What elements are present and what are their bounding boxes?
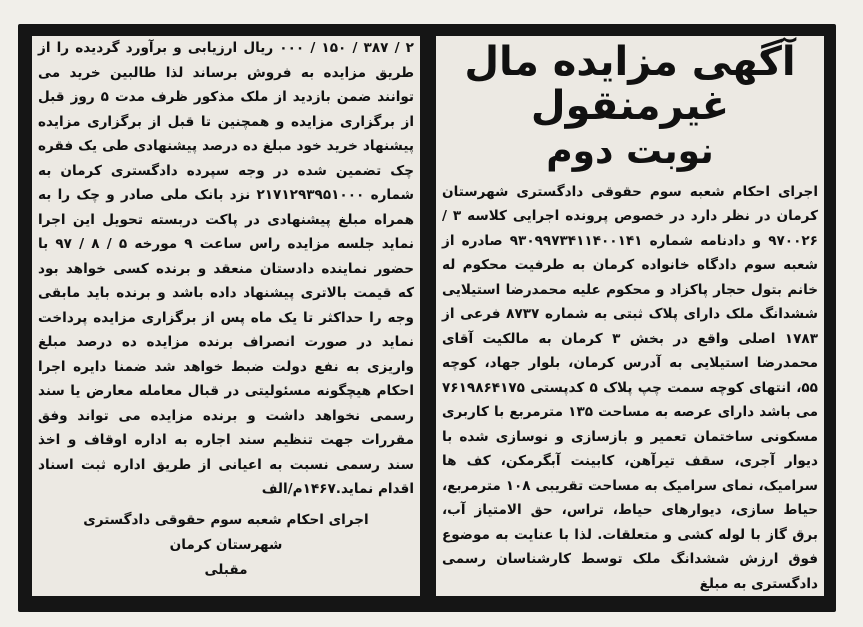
notice-body-right: اجرای احکام شعبه سوم حقوقی دادگستری شهرستان کرمان در نظر دارد در خصوص پرونده اجرایی کلاسه ۳ / ۹۷۰۰۲۶ و دادنامه شماره ۹۳۰۹۹۷۳۴۱۱۴۰۰۱۴۱ صادره از شعبه سوم دادگاه خانواده کرمان به طرفیت محکوم له خانم بتول حجار پاکزاد و محکوم علیه محمدرضا استیلایی ششدانگ ملک دارای پلاک ثبتی به شماره ۸۷۳۷ فرعی از ۱۷۸۳ اصلی واقع در بخش ۳ کرمان به مالکیت آقای محمدرضا استیلایی به آدرس کرمان، بلوار جهاد، کوچه ۵۵، انتهای کوچه سمت چپ پلاک ۵ کدپستی ۷۶۱۹۸۶۴۱۷۵ می باشد دارای عرصه به مساحت ۱۳۵ مترمربع با کاربری مسکونی ساختمان تعمیر و بازسازی و نوسازی شده با دیوار آجری، سقف تیرآهن، کابینت آبگرمکن، کف ها سرامیک، نمای سرامیک به مساحت تقریبی ۱۰۸ مترمربع، حیاط سازی، دیوارهای حیاط، تراس، حق الامتیاز آب، برق گاز با لوله کشی و متعلقات. لذا با عنایت به موضوع فوق ارزش ششدانگ ملک توسط کارشناسان رسمی دادگستری به مبلغ (442, 183, 819, 592)
signature-line-office: اجرای احکام شعبه سوم حقوقی دادگستری (83, 511, 369, 528)
notice-title: آگهی مزایده مال غیرمنقول (464, 39, 796, 129)
notice-right-column (436, 36, 824, 596)
signature-line-name: مقبلی (204, 561, 248, 578)
notice-left-column (32, 36, 420, 596)
signature-line-city: شهرستان کرمان (169, 536, 283, 553)
notice-body-left: ۲ / ۳۸۷ / ۱۵۰ / ۰۰۰ ریال ارزیابی و برآورد گردیده را از طریق مزایده به فروش برساند لذا طالبین خرید می توانند ضمن بازدید از ملک مذکور ظرف مدت ۵ روز قبل از برگزاری مزایده و همچنین تا قبل از برگزاری مزایده پیشنهاد خرید خود مبلغ ده درصد پیشنهادی طی یک فقره چک تضمین شده در وجه سپرده دادگستری کرمان به شماره ۲۱۷۱۲۹۳۹۵۱۰۰۰ نزد بانک ملی صادر و چک را به همراه مبلغ پیشنهادی در پاکت دربسته تحویل این اجرا نماید جلسه مزایده راس ساعت ۹ مورخه ۵ / ۸ / ۹۷ با حضور نماینده دادستان منعقد و برنده کسی خواهد بود که قیمت بالاتری پیشنهاد داده باشد و برنده باید مابقی وجه را حداکثر تا یک ماه پس از برگزاری مزایده پرداخت نماید در صورت انصراف برنده مزایده ده درصد مبلغ واریزی به نفع دولت ضبط خواهد شد ضمنا دایره اجرا احکام هیچگونه مسئولیتی در قبال معامله معارض یا سند رسمی نخواهد داشت و برنده مزایده می تواند وفق مقررات جهت تنظیم سند اجاره به اداره اوقاف و اخذ سند رسمی نسبت به اعیانی از طریق اداره ثبت اسناد اقدام نماید.۱۴۶۷م/الف (38, 40, 415, 497)
notice-subtitle: نوبت دوم (546, 131, 714, 172)
notice-signature (32, 508, 420, 583)
